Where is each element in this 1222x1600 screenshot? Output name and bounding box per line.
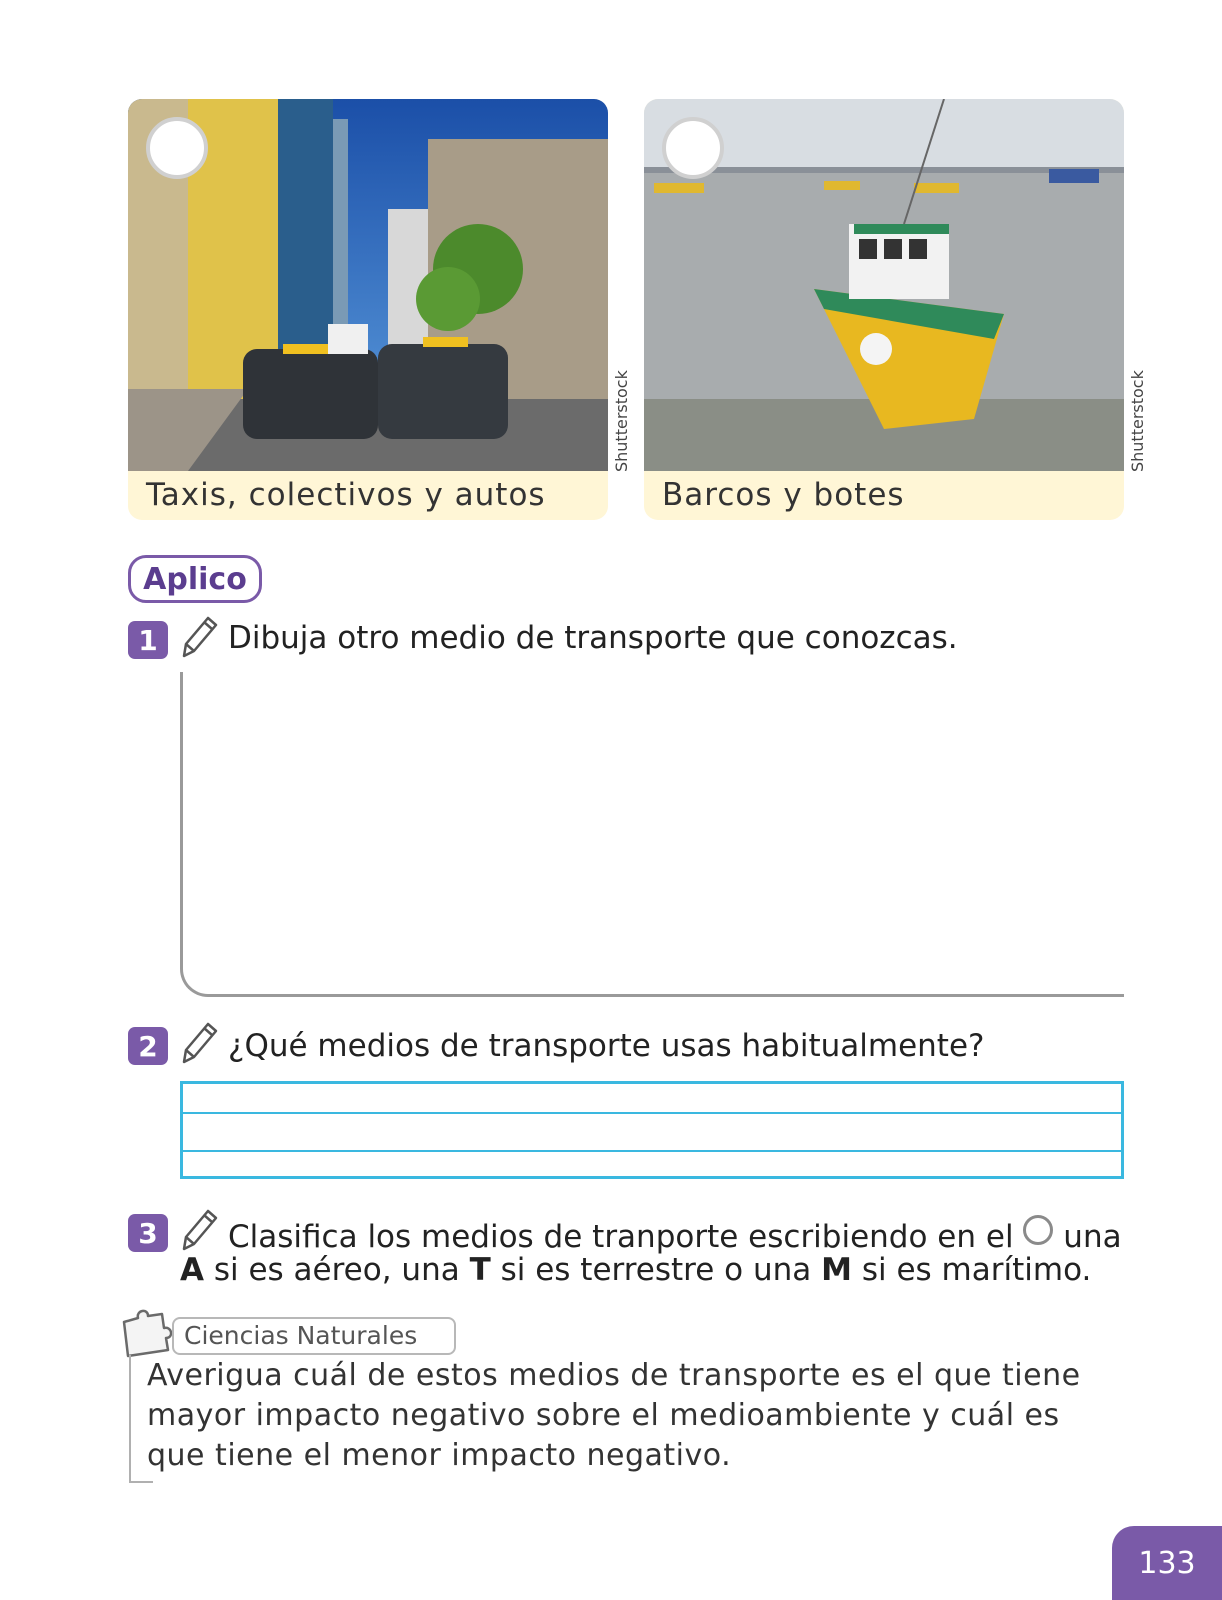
circle-marker-icon[interactable] [146, 117, 208, 179]
writing-line [183, 1112, 1121, 1114]
letter-a: A [180, 1252, 204, 1288]
q3-text-e: si es marítimo. [861, 1252, 1092, 1288]
answer-lines[interactable] [180, 1081, 1124, 1179]
circle-icon [1023, 1215, 1053, 1245]
question-number: 1 [128, 621, 168, 659]
letter-t: T [469, 1252, 491, 1288]
puzzle-icon [118, 1306, 174, 1362]
question-2-text: ¿Qué medios de transporte usas habitualmente? [228, 1028, 985, 1064]
q3-text-b: una [1063, 1219, 1122, 1255]
question-1-text: Dibuja otro medio de transporte que conozcas. [228, 620, 958, 656]
caption-barcos: Barcos y botes [662, 477, 905, 513]
ciencias-naturales-tab: Ciencias Naturales [172, 1317, 456, 1355]
photo-card-taxis [128, 99, 608, 520]
question-3-line-1 [228, 1215, 1122, 1255]
letter-m: M [821, 1252, 852, 1288]
drawing-area[interactable] [180, 672, 1124, 997]
page-number: 133 [1112, 1526, 1222, 1600]
photo-credit: Shutterstock [612, 370, 631, 472]
writing-line [183, 1150, 1121, 1152]
q3-text-c: si es aéreo, una [213, 1252, 460, 1288]
photo-credit: Shutterstock [1128, 370, 1147, 472]
q3-text-d: si es terrestre o una [500, 1252, 812, 1288]
pencil-icon [176, 1205, 220, 1255]
photo-card-barcos [644, 99, 1124, 520]
circle-marker-icon[interactable] [662, 117, 724, 179]
pencil-icon [176, 612, 220, 662]
question-3-line-2 [180, 1252, 1091, 1288]
caption-taxis: Taxis, colectivos y autos [146, 477, 546, 513]
question-number: 3 [128, 1214, 168, 1252]
ciencias-box-foot [129, 1481, 153, 1483]
ciencias-text: Averigua cuál de estos medios de transporte es el que tiene mayor impacto negativo sobre el medioambiente y cuál es que tiene el menor impacto negativo. [147, 1358, 1081, 1473]
q3-text-a: Clasifica los medios de tranporte escribiendo en el [228, 1219, 1014, 1255]
section-label-aplico: Aplico [128, 555, 262, 603]
pencil-icon [176, 1018, 220, 1068]
question-number: 2 [128, 1027, 168, 1065]
